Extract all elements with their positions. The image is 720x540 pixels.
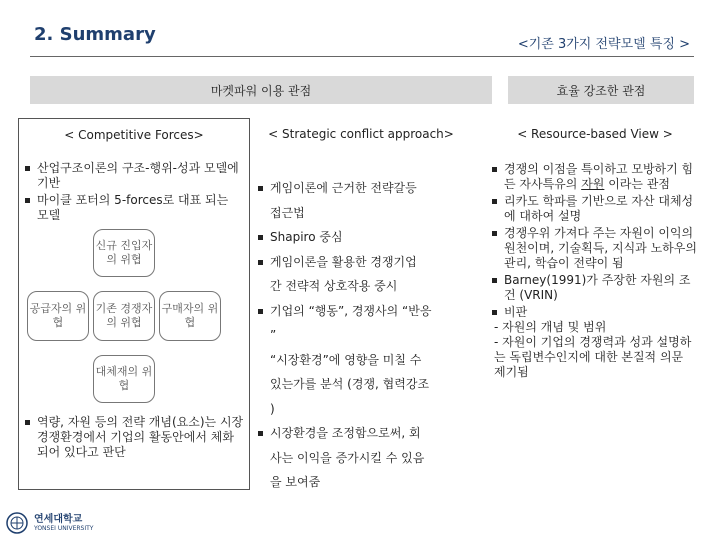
competitive-forces-panel xyxy=(18,118,250,490)
university-logo xyxy=(6,512,93,534)
list-item: 마이클 포터의 5-forces로 대표 되는 모델 xyxy=(23,193,243,223)
competitive-forces-bullets-2 xyxy=(23,415,245,462)
strategic-conflict-title: < Strategic conflict approach> xyxy=(268,127,454,141)
slide-subtitle: <기존 3가지 전략모델 특징 > xyxy=(517,37,690,52)
list-item: 기업의 “행동”, 경쟁사의 “반응 ” “시장환경”에 영향을 미칠 수 있는가를 분석 (경쟁, 협력강조 ) xyxy=(256,299,474,422)
list-item: 리카도 학파를 기반으로 자산 대체성에 대하여 설명 xyxy=(490,194,698,224)
resource-based-bullets xyxy=(490,162,698,382)
list-item: 역량, 자원 등의 전략 개념(요소)는 시장경쟁환경에서 기업의 활동안에서 체화 되어 있다고 판단 xyxy=(23,415,245,460)
list-item: 경쟁우위 가져다 주는 자원이 이익의 원천이며, 기술획득, 지식과 노하우의 관리, 학습이 전략이 됨 xyxy=(490,226,698,271)
strategic-conflict-bullets xyxy=(256,176,474,495)
logo-subname: YONSEI UNIVERSITY xyxy=(34,525,94,532)
logo-name: 연세대학교 xyxy=(34,514,83,525)
efficiency-header xyxy=(508,76,694,104)
list-item: 시장환경을 조정함으로써, 회 사는 이익을 증가시킬 수 있음 을 보여줌 xyxy=(256,421,474,495)
list-item: 게임이론에 근거한 전략갈등 접근법 xyxy=(256,176,474,225)
list-item: 게임이론을 활용한 경쟁기업 간 전략적 상호작용 중시 xyxy=(256,250,474,299)
emblem-icon xyxy=(6,512,28,534)
buyers-box: 구매자의 위협 xyxy=(159,291,221,341)
substitutes-box: 대체재의 위협 xyxy=(93,355,155,403)
market-power-label: 마켓파워 이용 관점 xyxy=(210,83,312,98)
competitive-forces-title: < Competitive Forces> xyxy=(64,128,204,142)
market-power-header xyxy=(30,76,492,104)
list-item: 비판 - 자원의 개념 및 범위 - 자원이 기업의 경쟁력과 성과 설명하는 독립변수인지에 대한 본질적 의문 제기됨 xyxy=(490,305,698,380)
competitive-forces-bullets xyxy=(23,161,243,225)
list-item: 경쟁의 이점을 특이하고 모방하기 힘든 자사특유의 자원 이라는 관점 xyxy=(490,162,698,192)
slide-title: 2. Summary xyxy=(34,24,156,45)
rivalry-box: 기존 경쟁자의 위협 xyxy=(93,291,155,341)
list-item: 산업구조이론의 구조-행위-성과 모델에 기반 xyxy=(23,161,243,191)
new-entrants-box: 신규 진입자의 위협 xyxy=(93,229,155,277)
list-item: Shapiro 중심 xyxy=(256,225,474,250)
strategic-conflict-section xyxy=(256,118,476,508)
list-item: Barney(1991)가 주장한 자원의 조건 (VRIN) xyxy=(490,273,698,303)
suppliers-box: 공급자의 위협 xyxy=(27,291,89,341)
title-divider xyxy=(30,56,694,57)
efficiency-label: 효율 강조한 관점 xyxy=(556,83,646,98)
resource-based-section xyxy=(490,118,700,508)
resource-based-title: < Resource-based View > xyxy=(517,127,673,141)
